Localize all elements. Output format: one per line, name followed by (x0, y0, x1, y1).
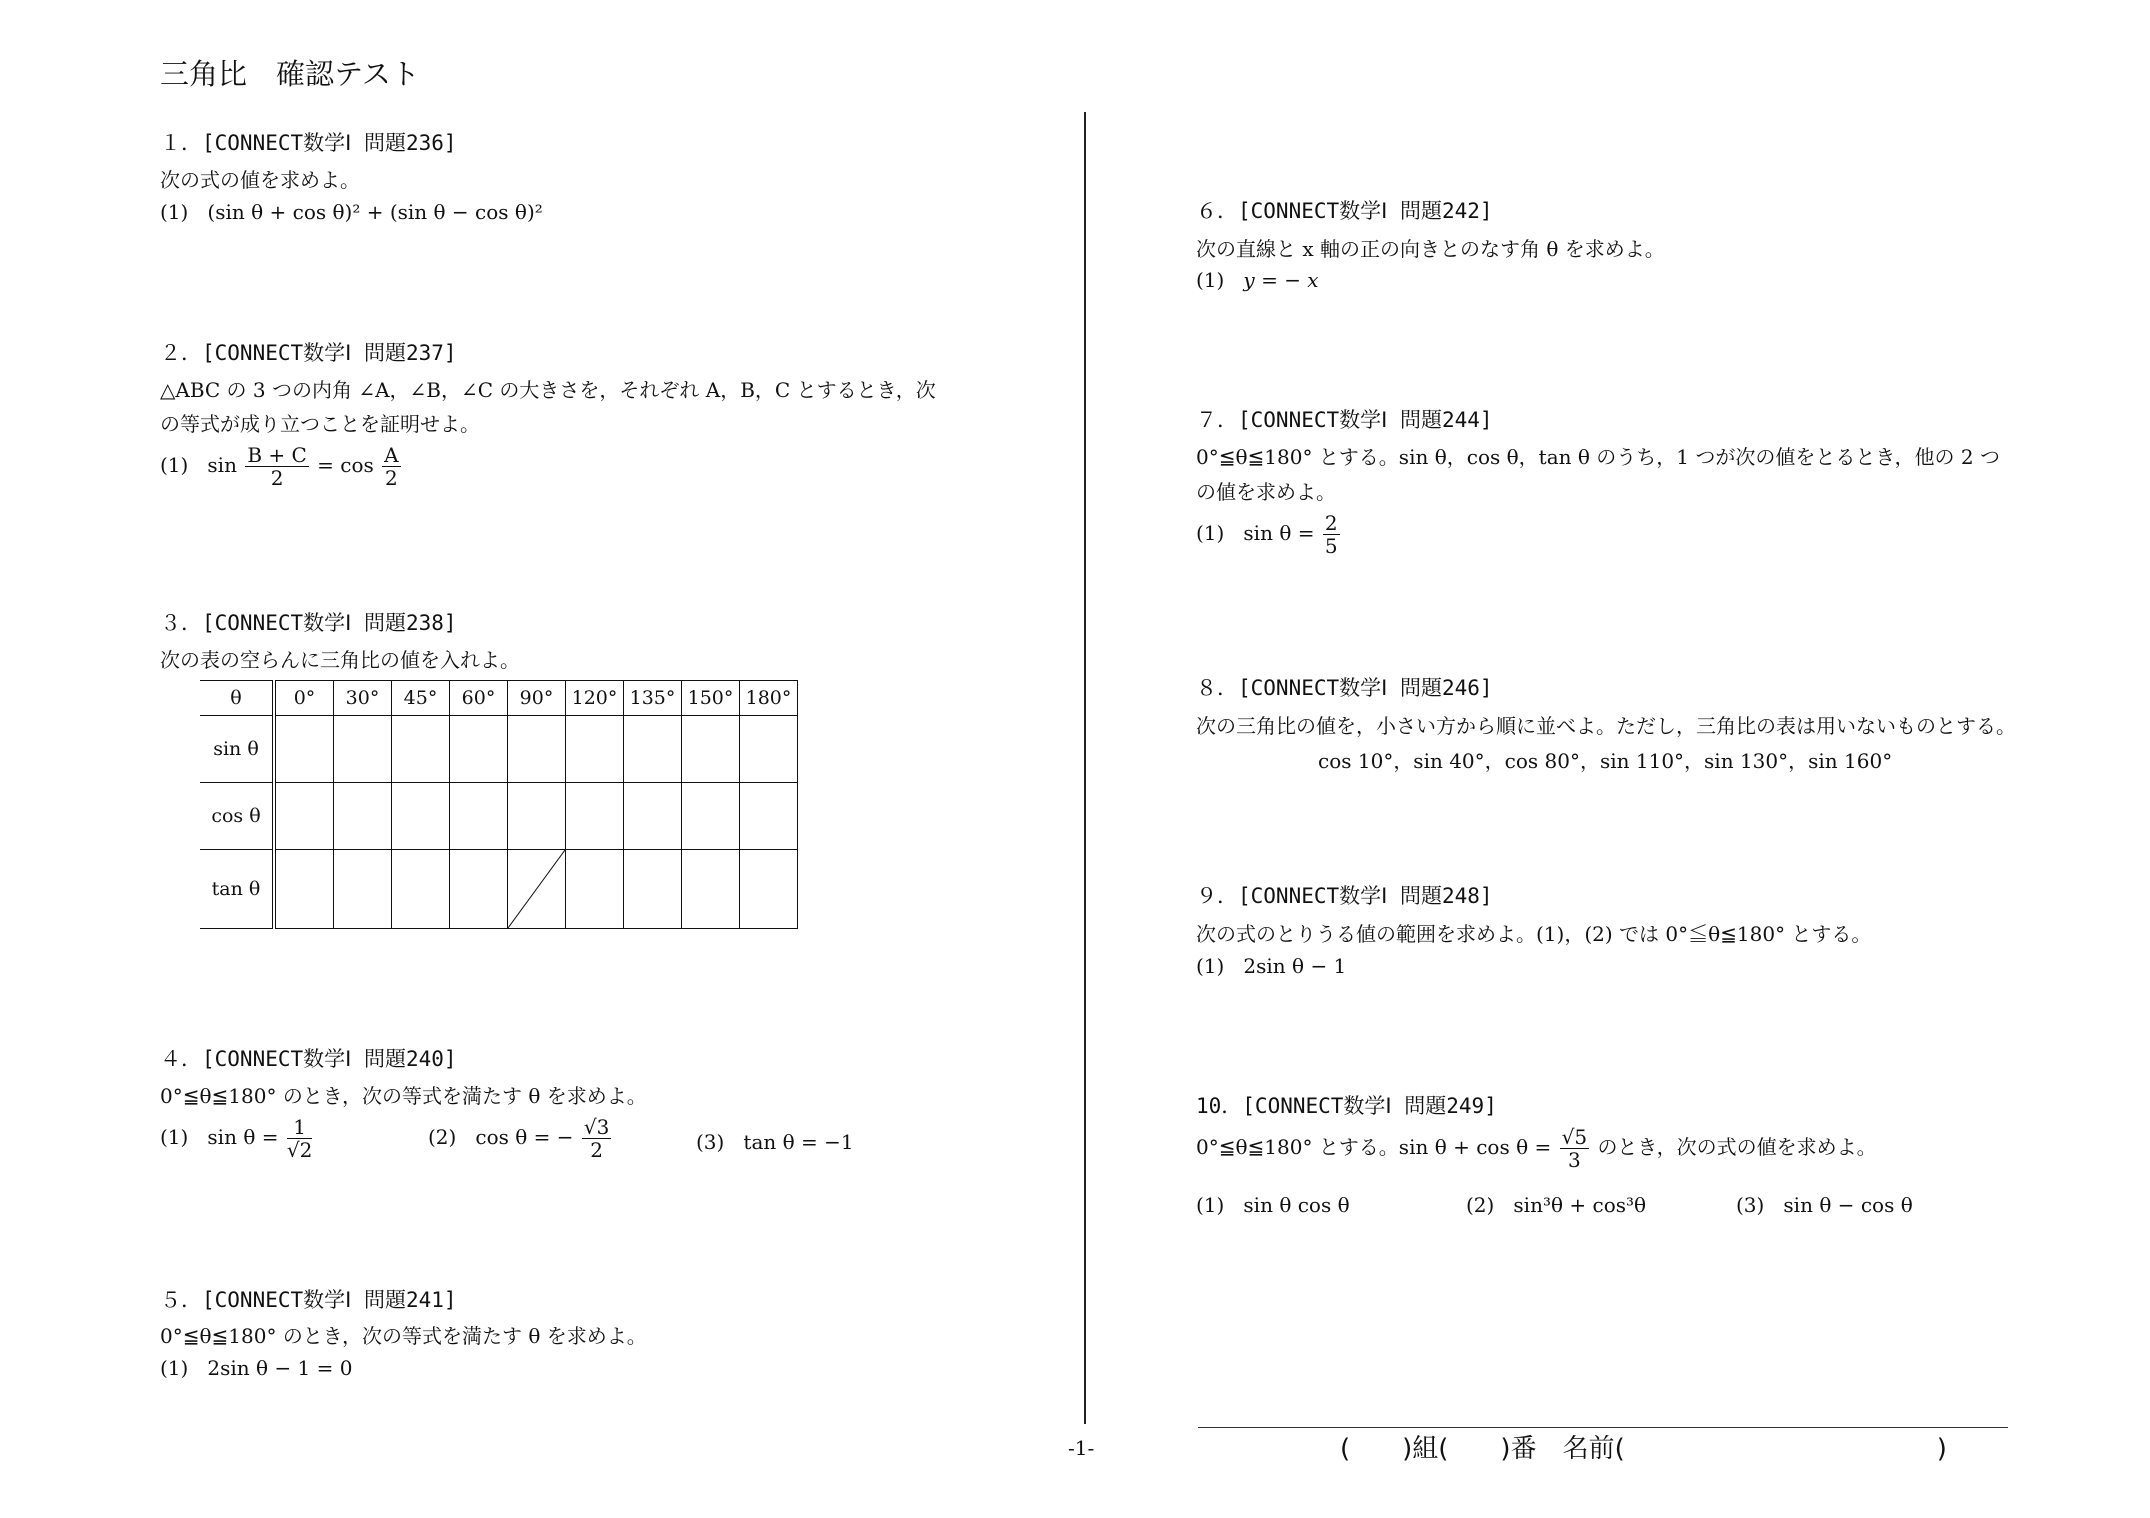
equation-lhs: sin θ = (1243, 521, 1315, 545)
question-5-heading: ５．[CONNECT数学Ⅰ 問題241] (160, 1288, 457, 1312)
question-6-heading: ６．[CONNECT数学Ⅰ 問題242] (1196, 199, 1493, 223)
angle-header: 0° (274, 681, 334, 716)
question-10-part-3 (1736, 1193, 1913, 1217)
part-label: (1) (1196, 1193, 1225, 1217)
answer-cell[interactable] (566, 783, 624, 850)
question-4-part-3 (696, 1130, 854, 1154)
expression: sin θ − cos θ (1783, 1193, 1913, 1217)
question-4-part-1 (160, 1116, 314, 1161)
question-4-heading: ４．[CONNECT数学Ⅰ 問題240] (160, 1047, 457, 1071)
answer-cell[interactable] (566, 850, 624, 929)
fraction-root3-over-2: $\frac{√3}{2}$ (583, 1115, 610, 1162)
expression: 2sin θ − 1 = 0 (207, 1356, 353, 1380)
fraction-a-over-2: $\frac{A}{2}$ (384, 443, 399, 490)
question-4-part-2 (428, 1116, 613, 1161)
angle-header: 180° (740, 681, 798, 716)
question-9-heading: ９．[CONNECT数学Ⅰ 問題248] (1196, 884, 1493, 908)
sin-label: sin (207, 453, 237, 477)
question-8-text: 次の三角比の値を，小さい方から順に並べよ。ただし，三角比の表は用いないものとする。 (1196, 714, 2016, 738)
question-10-part-2 (1466, 1193, 1646, 1217)
expression: 2sin θ − 1 (1243, 954, 1347, 978)
part-label: (1) (160, 200, 189, 224)
angle-header: 150° (682, 681, 740, 716)
question-3-heading: ３．[CONNECT数学Ⅰ 問題238] (160, 611, 457, 635)
part-label: (1) (1196, 954, 1225, 978)
question-10-heading: 10．[CONNECT数学Ⅰ 問題249] (1196, 1094, 1497, 1118)
text-before-fraction: 0°≦θ≦180° とする。sin θ + cos θ = (1196, 1135, 1552, 1159)
expression: (sin θ + cos θ)² + (sin θ − cos θ)² (207, 200, 543, 224)
angle-header: 30° (334, 681, 392, 716)
question-9-text: 次の式のとりうる値の範囲を求めよ。(1)，(2) では 0°≦θ≦180° とする。 (1196, 922, 1872, 946)
answer-cell[interactable] (682, 783, 740, 850)
answer-cell[interactable] (740, 783, 798, 850)
answer-cell[interactable] (392, 783, 450, 850)
question-7-part-1 (1196, 512, 1342, 557)
row-label: tan θ (200, 850, 274, 929)
answer-cell[interactable] (682, 850, 740, 929)
question-1-heading: １．[CONNECT数学Ⅰ 問題236] (160, 131, 457, 155)
question-8-heading: ８．[CONNECT数学Ⅰ 問題246] (1196, 676, 1493, 700)
equals-cos: = cos (317, 453, 374, 477)
answer-cell[interactable] (450, 716, 508, 783)
text-after-fraction: のとき，次の式の値を求めよ。 (1597, 1135, 1877, 1159)
question-4-text: 0°≦θ≦180° のとき，次の等式を満たす θ を求めよ。 (160, 1084, 647, 1108)
question-2-part-1 (160, 444, 403, 489)
theta-header: θ (200, 681, 274, 716)
answer-cell[interactable] (624, 850, 682, 929)
answer-cell[interactable] (334, 850, 392, 929)
angle-header: 135° (624, 681, 682, 716)
angle-header: 90° (508, 681, 566, 716)
question-9-part-1 (1196, 954, 1346, 978)
question-2-text-line-1: △ABC の 3 つの内角 ∠A，∠B，∠C の大きさを，それぞれ A，B，C とするとき，次 (160, 378, 936, 402)
question-10-text (1196, 1126, 1877, 1171)
question-2-text-line-2: の等式が成り立つことを証明せよ。 (160, 412, 480, 436)
row-label: cos θ (200, 783, 274, 850)
part-label: (3) (696, 1130, 725, 1154)
table-header-row (200, 681, 798, 716)
answer-cell[interactable] (508, 716, 566, 783)
part-label: (2) (1466, 1193, 1495, 1217)
question-10-part-1 (1196, 1193, 1350, 1217)
answer-cell[interactable] (450, 783, 508, 850)
answer-cell[interactable] (740, 716, 798, 783)
fraction-b-plus-c-over-2: $\frac{B + C}{2}$ (247, 443, 307, 490)
expression: y = − x (1243, 268, 1319, 292)
question-5-part-1 (160, 1356, 352, 1380)
angle-header: 45° (392, 681, 450, 716)
expression: sin θ cos θ (1243, 1193, 1350, 1217)
answer-cell[interactable] (274, 716, 334, 783)
part-label: (3) (1736, 1193, 1765, 1217)
question-7-heading: ７．[CONNECT数学Ⅰ 問題244] (1196, 408, 1493, 432)
question-5-text: 0°≦θ≦180° のとき，次の等式を満たす θ を求めよ。 (160, 1324, 647, 1348)
question-1-part-1 (160, 200, 543, 224)
column-divider (1084, 112, 1086, 1424)
part-label: (1) (1196, 521, 1225, 545)
fraction-root5-over-3: $\frac{√5}{3}$ (1561, 1125, 1588, 1172)
answer-cell[interactable] (624, 716, 682, 783)
equation-lhs: cos θ = − (475, 1125, 574, 1149)
answer-cell[interactable] (392, 850, 450, 929)
answer-cell[interactable] (682, 716, 740, 783)
question-7-text-line-2: の値を求めよ。 (1196, 480, 1336, 504)
answer-cell[interactable] (740, 850, 798, 929)
question-3-text: 次の表の空らんに三角比の値を入れよ。 (160, 648, 520, 672)
expression: tan θ = −1 (743, 1130, 854, 1154)
page-title: 三角比 確認テスト (160, 57, 420, 91)
expression: sin³θ + cos³θ (1513, 1193, 1647, 1217)
answer-cell[interactable] (566, 716, 624, 783)
part-label: (1) (1196, 268, 1225, 292)
diagonal-slash-icon (508, 850, 565, 928)
answer-cell[interactable] (334, 716, 392, 783)
part-label: (1) (160, 1356, 189, 1380)
page-number: -1- (1068, 1436, 1095, 1460)
answer-cell[interactable] (450, 850, 508, 929)
fraction-2-over-5: $\frac{2}{5}$ (1324, 511, 1338, 558)
question-7-text-line-1: 0°≦θ≦180° とする。sin θ，cos θ，tan θ のうち，1 つが次の値をとるとき，他の 2 つ (1196, 445, 2000, 469)
answer-cell[interactable] (624, 783, 682, 850)
part-label: (1) (160, 453, 189, 477)
answer-cell[interactable] (508, 783, 566, 850)
table-row-tan (200, 850, 798, 929)
table-row-sin (200, 716, 798, 783)
angle-header: 120° (566, 681, 624, 716)
row-label: sin θ (200, 716, 274, 783)
part-label: (1) (160, 1125, 189, 1149)
answer-cell[interactable] (334, 783, 392, 850)
equation-lhs: sin θ = (207, 1125, 279, 1149)
question-1-text: 次の式の値を求めよ。 (160, 168, 360, 192)
table-row-cos (200, 783, 798, 850)
answer-cell[interactable] (392, 716, 450, 783)
student-name-field[interactable]: ( )組( )番 名前( ) (1340, 1434, 1947, 1464)
angle-header: 60° (450, 681, 508, 716)
answer-cell[interactable] (274, 850, 334, 929)
trig-value-table (200, 680, 798, 929)
answer-cell[interactable] (274, 783, 334, 850)
fraction-1-over-root2: $\frac{1}{√2}$ (286, 1115, 313, 1162)
question-6-text: 次の直線と x 軸の正の向きとのなす角 θ を求めよ。 (1196, 237, 1665, 261)
question-2-heading: ２．[CONNECT数学Ⅰ 問題237] (160, 341, 457, 365)
part-label: (2) (428, 1125, 457, 1149)
question-6-part-1 (1196, 268, 1319, 292)
undefined-cell-slash (508, 850, 566, 929)
question-8-list: cos 10°，sin 40°，cos 80°，sin 110°，sin 130°，sin 160° (1318, 749, 1893, 773)
